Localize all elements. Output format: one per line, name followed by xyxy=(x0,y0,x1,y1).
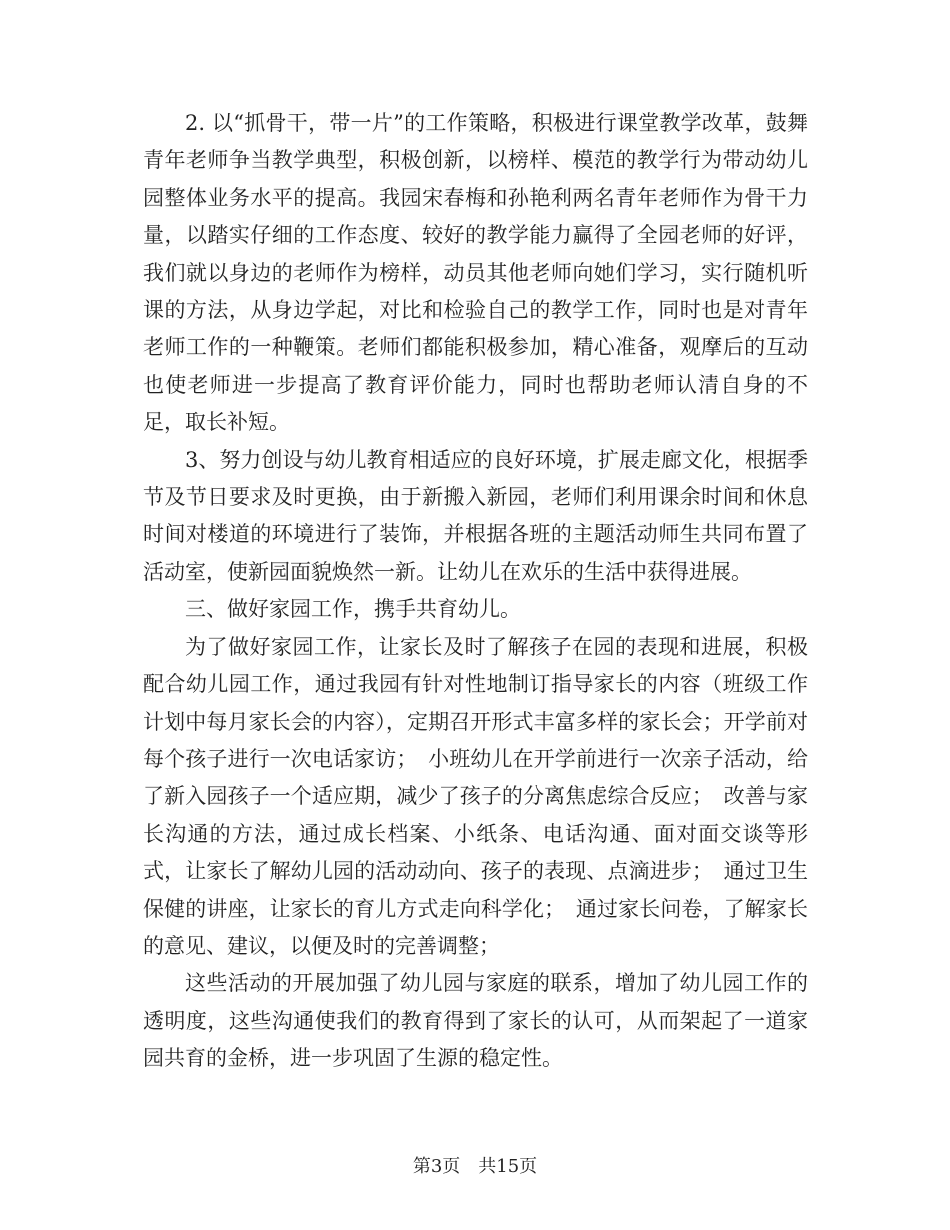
footer-middle: 页 共 xyxy=(442,1156,497,1177)
footer-prefix: 第 xyxy=(412,1156,431,1177)
footer-total-pages: 15 xyxy=(496,1156,520,1177)
paragraph-environment: 3、努力创设与幼儿教育相适应的良好环境，扩展走廊文化，根据季节及节日要求及时更换，由于新搬入新园，老师们利用课余时间和休息时间对楼道的环境进行了装饰，并根据各班的主题活动师生共同布置了活动室，使新园面貌焕然一新。让幼儿在欢乐的生活中获得进展。 xyxy=(143,447,808,584)
page-footer xyxy=(0,1152,950,1178)
paragraph-teaching-reform: 2. 以“抓骨干，带一片”的工作策略，积极进行课堂教学改革，鼓舞青年老师争当教学典型，积极创新，以榜样、模范的教学行为带动幼儿园整体业务水平的提高。我园宋春梅和孙艳利两名青年老师作为骨干力量，以踏实仔细的工作态度、较好的教学能力赢得了全园老师的好评，我们就以身边的老师作为榜样，动员其他老师向她们学习，实行随机听课的方法，从身边学起，对比和检验自己的教学工作，同时也是对青年老师工作的一种鞭策。老师们都能积极参加，精心准备，观摩后的互动也使老师进一步提高了教育评价能力，同时也帮助老师认清自身的不足，取长补短。 xyxy=(143,111,808,435)
footer-current-page: 3 xyxy=(430,1156,443,1177)
paragraph-home-school-work: 为了做好家园工作，让家长及时了解孩子在园的表现和进展，积极配合幼儿园工作，通过我园有针对性地制订指导家长的内容（班级工作计划中每月家长会的内容），定期召开形式丰富多样的家长会；开学前对每个孩子进行一次电话家访； 小班幼儿在开学前进行一次亲子活动，给了新入园孩子一个适应期，减少了孩子的分离焦虑综合反应； 改善与家长沟通的方法，通过成长档案、小纸条、电话沟通、面对面交谈等形式，让家长了解幼儿园的活动动向、孩子的表现、点滴进步； 通过卫生保健的讲座，让家长的育儿方式走向科学化； 通过家长问卷，了解家长的意见、建议，以便及时的完善调整； xyxy=(143,634,808,958)
document-body xyxy=(143,105,808,1078)
section-heading-home-school: 三、做好家园工作，携手共育幼儿。 xyxy=(185,597,521,622)
paragraph-results: 这些活动的开展加强了幼儿园与家庭的联系，增加了幼儿园工作的透明度，这些沟通使我们的教育得到了家长的认可，从而架起了一道家园共育的金桥，进一步巩固了生源的稳定性。 xyxy=(143,971,808,1071)
footer-suffix: 页 xyxy=(519,1156,538,1177)
